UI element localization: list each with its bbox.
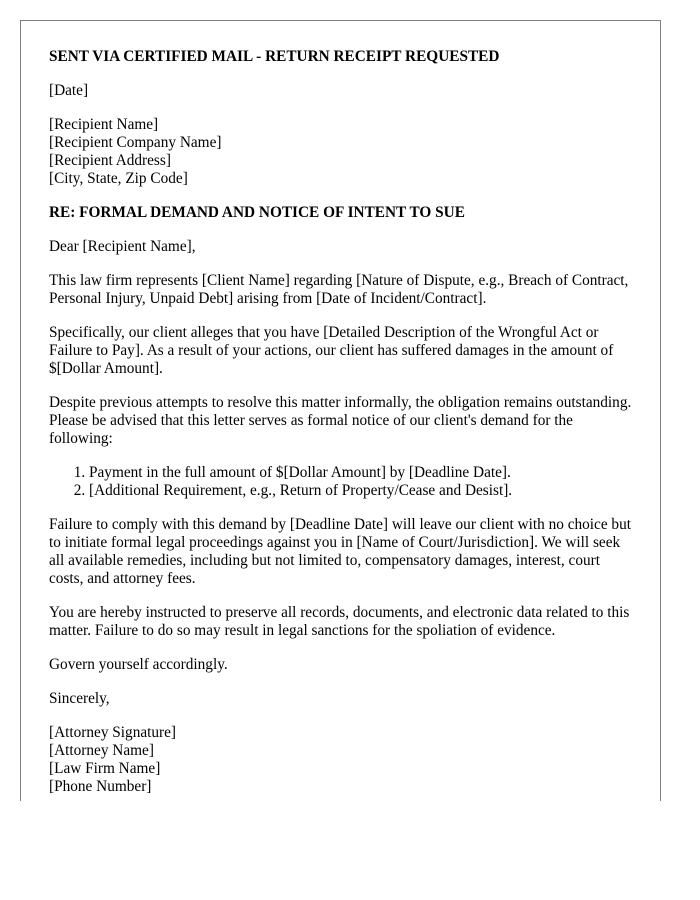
recipient-block <box>49 116 632 188</box>
body-paragraph-2: Specifically, our client alleges that you have [Detailed Description of the Wrongful Act or Failure to Pay]. As a result of your actions, our client has suffered damages in the amount of $[Dollar Amount]. <box>49 324 614 377</box>
demand-item: 1. Payment in the full amount of $[Dollar Amount] by [Deadline Date]. <box>89 464 632 482</box>
demand-item: 2. [Additional Requirement, e.g., Return of Property/Cease and Desist]. <box>89 482 632 500</box>
recipient-address: [Recipient Address] <box>49 152 171 169</box>
attorney-signature: [Attorney Signature] <box>49 724 177 741</box>
recipient-name: [Recipient Name] <box>49 116 159 133</box>
body-paragraph-6: Govern yourself accordingly. <box>49 656 228 673</box>
valediction: Sincerely, <box>49 690 110 707</box>
phone-number: [Phone Number] <box>49 778 152 795</box>
recipient-company: [Recipient Company Name] <box>49 134 222 151</box>
signature-block <box>49 724 632 796</box>
attorney-name: [Attorney Name] <box>49 742 154 759</box>
letter-date: [Date] <box>49 82 89 99</box>
body-paragraph-4: Failure to comply with this demand by [Deadline Date] will leave our client with no choice but to initiate formal legal proceedings against you in [Name of Court/Jurisdiction]. We will seek all available remedies, including but not limited to, compensatory damages, interest, court costs, and attorney fees. <box>49 516 631 587</box>
recipient-city-state-zip: [City, State, Zip Code] <box>49 170 188 187</box>
subject-line: RE: FORMAL DEMAND AND NOTICE OF INTENT TO SUE <box>49 204 465 221</box>
body-paragraph-1: This law firm represents [Client Name] regarding [Nature of Dispute, e.g., Breach of Contract, Personal Injury, Unpaid Debt] arising from [Date of Incident/Contract]. <box>49 272 629 307</box>
body-paragraph-5: You are hereby instructed to preserve all records, documents, and electronic data related to this matter. Failure to do so may result in legal sanctions for the spoliation of evidence. <box>49 604 630 639</box>
salutation: Dear [Recipient Name], <box>49 238 196 255</box>
law-firm-name: [Law Firm Name] <box>49 760 161 777</box>
body-paragraph-3: Despite previous attempts to resolve this matter informally, the obligation remains outstanding. Please be advised that this letter serves as formal notice of our client's demand for the following: <box>49 394 632 447</box>
delivery-notice: SENT VIA CERTIFIED MAIL - RETURN RECEIPT REQUESTED <box>49 48 500 65</box>
demand-list <box>49 464 632 500</box>
letter-page <box>20 20 661 801</box>
